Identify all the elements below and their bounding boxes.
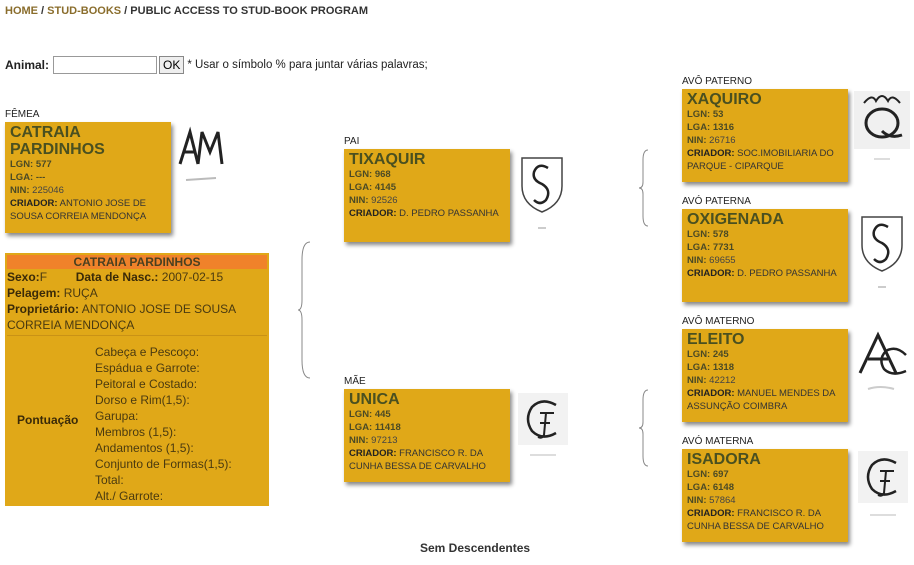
animal-name: CATRAIA PARDINHOS	[10, 124, 105, 158]
avo-paterna-lgn: LGN: 578	[687, 229, 729, 240]
pai-lgn: LGN: 968	[349, 169, 391, 180]
pontuacao-item: Garupa:	[95, 409, 139, 423]
avo-paterna-lga: LGA: 7731	[687, 242, 734, 253]
avo-materna-criador: CRIADOR: FRANCISCO R. DA CUNHA BESSA DE CARVALHO	[687, 508, 824, 532]
details-divider	[7, 335, 267, 336]
animal-search-input[interactable]	[53, 56, 157, 74]
pai-role-label: PAI	[344, 136, 360, 147]
pai-name: TIXAQUIR	[349, 151, 426, 168]
avo-paterna-nin: NIN: 69655	[687, 255, 736, 266]
mae-criador: CRIADOR: FRANCISCO R. DA CUNHA BESSA DE CARVALHO	[349, 448, 486, 472]
avo-paterno-name: XAQUIRO	[687, 91, 762, 108]
avo-paterna-name: OXIGENADA	[687, 211, 784, 228]
avo-materna-lgn: LGN: 697	[687, 469, 729, 480]
pai-card[interactable]	[344, 149, 510, 242]
animal-criador: CRIADOR: ANTONIO JOSE DE SOUSA CORREIA MENDONÇA	[10, 198, 147, 222]
avo-materna-lga: LGA: 6148	[687, 482, 734, 493]
avo-materno-nin: NIN: 42212	[687, 375, 736, 386]
avo-materna-card[interactable]	[682, 449, 848, 542]
pai-lga: LGA: 4145	[349, 182, 396, 193]
avo-materno-role-label: AVÔ MATERNO	[682, 316, 755, 327]
avo-paterno-role-label: AVÔ PATERNO	[682, 76, 753, 87]
breeder-brand-am-icon	[176, 124, 228, 184]
animal-search-label: Animal:	[5, 58, 50, 72]
animal-card[interactable]	[5, 122, 171, 233]
pontuacao-label: Pontuação	[17, 413, 79, 427]
pontuacao-item: Andamentos (1,5):	[95, 441, 194, 455]
details-sexo-nasc: Sexo:F Data de Nasc.: 2007-02-15	[7, 270, 224, 284]
pedigree-brace	[298, 240, 312, 380]
breadcrumb-home-link[interactable]: HOME	[5, 5, 38, 17]
details-proprietario: Proprietário: ANTONIO JOSE DE SOUSA CORREIA MENDONÇA	[7, 302, 236, 332]
pai-criador: CRIADOR: D. PEDRO PASSANHA	[349, 208, 499, 219]
pontuacao-item: Peitoral e Costado:	[95, 377, 198, 391]
breadcrumb-current: PUBLIC ACCESS TO STUD-BOOK PROGRAM	[130, 5, 369, 17]
details-title: CATRAIA PARDINHOS	[7, 255, 267, 269]
mae-lga: LGA: 11418	[349, 422, 401, 433]
breadcrumb-separator: /	[38, 5, 48, 17]
avo-paterno-lgn: LGN: 53	[687, 109, 724, 120]
avo-materna-role-label: AVÓ MATERNA	[682, 436, 754, 447]
pontuacao-item: Espádua e Garrote:	[95, 361, 200, 375]
details-pelagem: Pelagem: RUÇA	[7, 286, 98, 300]
breeder-brand-cf-icon	[856, 449, 910, 521]
pai-nin: NIN: 92526	[349, 195, 398, 206]
avo-paterno-nin: NIN: 26716	[687, 135, 736, 146]
avo-paterna-card[interactable]	[682, 209, 848, 302]
pontuacao-list	[95, 344, 232, 504]
avo-paterno-criador: CRIADOR: SOC.IMOBILIARIA DO PARQUE - CIPARQUE	[687, 148, 834, 172]
avo-materno-name: ELEITO	[687, 331, 745, 348]
pontuacao-item: Membros (1,5):	[95, 425, 177, 439]
animal-search-form	[5, 56, 428, 74]
pontuacao-item: Conjunto de Formas(1,5):	[95, 457, 232, 471]
animal-lga: LGA: ---	[10, 172, 46, 183]
pontuacao-item: Cabeça e Pescoço:	[95, 345, 200, 359]
breeder-brand-ac-icon	[854, 329, 910, 395]
avo-paterna-criador: CRIADOR: D. PEDRO PASSANHA	[687, 268, 837, 279]
breeder-brand-cf-icon	[516, 391, 570, 461]
mae-card[interactable]	[344, 389, 510, 482]
breadcrumb-studbooks-link[interactable]: STUD-BOOKS	[47, 5, 122, 17]
search-hint: * Usar o símbolo % para juntar várias palavras;	[187, 59, 428, 71]
pedigree-brace	[638, 148, 650, 228]
pontuacao-item: Alt./ Garrote:	[95, 489, 164, 503]
pontuacao-item: Dorso e Rim(1,5):	[95, 393, 190, 407]
animal-role-label: FÊMEA	[5, 109, 40, 120]
avo-materno-criador: CRIADOR: MANUEL MENDES DA ASSUNÇÃO COIMBRA	[687, 388, 835, 412]
breeder-brand-crown-q-icon	[854, 89, 910, 165]
descendants-status: Sem Descendentes	[420, 541, 531, 555]
animal-nin: NIN: 225046	[10, 185, 64, 196]
breadcrumb-separator: /	[121, 5, 131, 17]
breeder-brand-s-shield-icon	[516, 152, 568, 232]
avo-materno-card[interactable]	[682, 329, 848, 422]
avo-paterno-lga: LGA: 1316	[687, 122, 734, 133]
animal-lgn: LGN: 577	[10, 159, 52, 170]
avo-materna-name: ISADORA	[687, 451, 761, 468]
avo-materna-nin: NIN: 57864	[687, 495, 736, 506]
avo-paterno-card[interactable]	[682, 89, 848, 182]
avo-materno-lga: LGA: 1318	[687, 362, 734, 373]
avo-paterna-role-label: AVÓ PATERNA	[682, 196, 751, 207]
mae-name: UNICA	[349, 391, 400, 408]
mae-nin: NIN: 97213	[349, 435, 398, 446]
pedigree-brace	[638, 388, 650, 468]
ok-button[interactable]: OK	[159, 56, 184, 74]
mae-lgn: LGN: 445	[349, 409, 391, 420]
breadcrumb	[5, 5, 368, 17]
pontuacao-item: Total:	[95, 473, 124, 487]
mae-role-label: MÃE	[344, 376, 366, 387]
animal-details-panel	[5, 253, 269, 506]
breeder-brand-s-shield-icon	[856, 211, 908, 291]
avo-materno-lgn: LGN: 245	[687, 349, 729, 360]
